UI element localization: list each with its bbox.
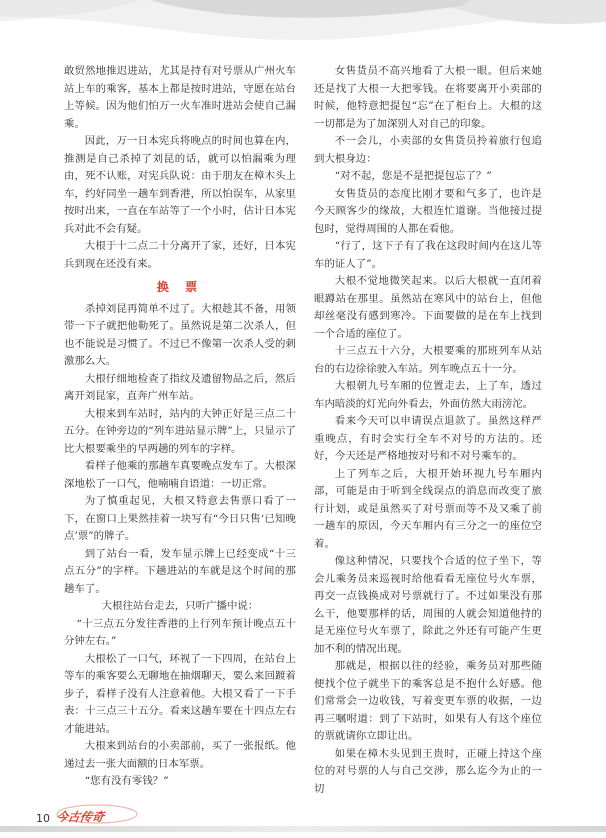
paragraph: 大根来到车站时，站内的大钟正好是三点二十五分。在钟旁边的“列车进站显示牌”上，只显示了比大根要乘坐的早两趟的列车的字样。: [64, 407, 296, 455]
paragraph: 大根仔细地检查了指纹及遗留物品之后，然后离开刘昆家，直奔广州车站。: [64, 372, 296, 402]
paragraph: 十三点五十六分，大根要乘的那班列车从站台的右边徐徐驶入车站。列车晚点五十一分。: [314, 345, 542, 375]
paragraph: 那就是，根据以往的经验，乘务员对那些随便找个位子就坐下的乘客总是不抱什么好感。他们常常会一边收钱，写着变更车票的收据，一边再三嘱咐道：到了下站时，如果有人有这个座位的票就请你立即让出。: [314, 660, 542, 742]
paragraph: 大根朝九号车厢的位置走去，上了车，透过车内暗淡的灯光向外看去，外面仿然大雨滂沱。: [314, 380, 542, 410]
paragraph: 为了慎重起见，大根又特意去售票口看了一下，在窗口上果然挂着一块写有“今日只售‘已知晚点’票”的牌子。: [64, 495, 296, 542]
paragraph: 大根松了一口气，环视了一下四周，在站台上等车的乘客要么无聊地在抽烟聊天，要么来回踱着步子，看样子没有人注意着他。大根又看了一下手表：十三点三十五分。看来这趟车要在十四点左右才能进站。: [64, 652, 296, 735]
page-footer: [0, 790, 606, 838]
paragraph: 上了列车之后，大根开始环视九号车厢内部，可能是由于听到全线误点的消息而改变了旅行计划，或是虽然买了对号票而等不及又乘了前一趟车的原因，今天车厢内有三分之一的座位空着。: [314, 467, 542, 550]
paragraph: 到了站台一看，发车显示牌上已经变成“十三点五分”的字样。下趟进站的车就是这个时间的那趟车了。: [64, 547, 296, 595]
paragraph: “十三点五分发往香港的上行列车预计晚点五十分钟左右。”: [64, 617, 296, 647]
left-column: [64, 63, 296, 791]
paragraph: 因此，万一日本宪兵将晚点的时间也算在内，推测是自己杀掉了刘昆的话，就可以怕漏乘为理由，死不认账，对宪兵队说：由于朋友在樟木头上车，约好同坐一趟车到香港，所以怕误车，从家里按时出来，一直在车站等了一个小时，估计日本宪兵对此不会有疑。: [64, 135, 296, 235]
footer-bar: [0, 826, 606, 832]
paragraph: 如果在樟木头见到王贵时，正碰上持这个座位的对号票的人与自己交涉，那么迄今为止的一切: [314, 747, 542, 795]
paragraph: “对不起，您是不是把提包忘了？”: [334, 170, 492, 182]
paragraph: 女售货员的态度比刚才要和气多了，也许是今天顾客少的缘故，大根连忙道谢。当他接过提包时，觉得周围的人都在看他。: [314, 187, 542, 235]
right-column: [314, 63, 542, 798]
paragraph: “行了，这下子有了我在这段时间内在这儿等车的证人了”。: [314, 240, 542, 270]
paragraph: 杀掉刘昆再简单不过了。大根趁其不备，用领带一下子就把他勒死了。虽然说是第二次杀人，但也不能说是习惯了。不过已不像第一次杀人受的刺激那么大。: [64, 302, 296, 367]
paragraph: 看样子他乘的那趟车真要晚点发车了。大根深深地松了一口气，他喃喃自语道：一切正常。: [64, 460, 296, 490]
paragraph: 大根来到站台的小卖部前，买了一张报纸。他递过去一张大面额的日本军票。: [64, 740, 296, 770]
brand-logo: 今古传奇: [54, 810, 106, 824]
page-number: 10: [36, 812, 50, 825]
section-title: 换 票: [156, 280, 204, 294]
paragraph: 不一会儿，小卖部的女售货员拎着旅行包追到大根身边：: [314, 135, 542, 165]
header-decoration: [0, 0, 606, 58]
paragraph: 大根于十二点二十分离开了家，还好，日本宪兵到现在还没有来。: [64, 240, 296, 270]
paragraph: 大根往站台走去，只听广播中说：: [101, 600, 259, 612]
paragraph: 女售货员不高兴地看了大根一眼。但后来她还是找了大根一大把零钱。在将要离开小卖部的时候，他特意把提包“忘”在了柜台上。大根的这一切都是为了加深别人对自己的印象。: [314, 65, 542, 130]
paragraph: 像这种情况，只要找个合适的位子坐下，等会儿乘务员来巡视时给他看看无座位号火车票，再交一点钱换成对号票就行了。不过如果没有那么干，他要那样的话，周围的人就会知道他持的是无座位号火车票了，除此之外还有可能产生更加不利的情况出现。: [314, 555, 542, 655]
paragraph: 大根不觉地微笑起来。以后大根就一直闭着眼蹲站在那里。虽然站在寒风中的站台上，但他却丝毫没有感到寒冷。下面要做的是在车上找到一个合适的座位了。: [314, 275, 542, 340]
paragraph: 敢贸然地推迟进站，尤其是持有对号票从广州火车站上车的乘客，基本上都是按时进站，守愿在站台上等候。因为他们怕万一火车准时进站会使自己漏乘。: [64, 65, 296, 130]
paragraph: 看来今天可以申请误点退款了。虽然这样严重晚点，有时会实行全车不对号的方法的。还好，今天还是严格地按对号和不对号乘车的。: [314, 415, 542, 462]
paragraph: “您有没有零钱？”: [84, 775, 169, 787]
